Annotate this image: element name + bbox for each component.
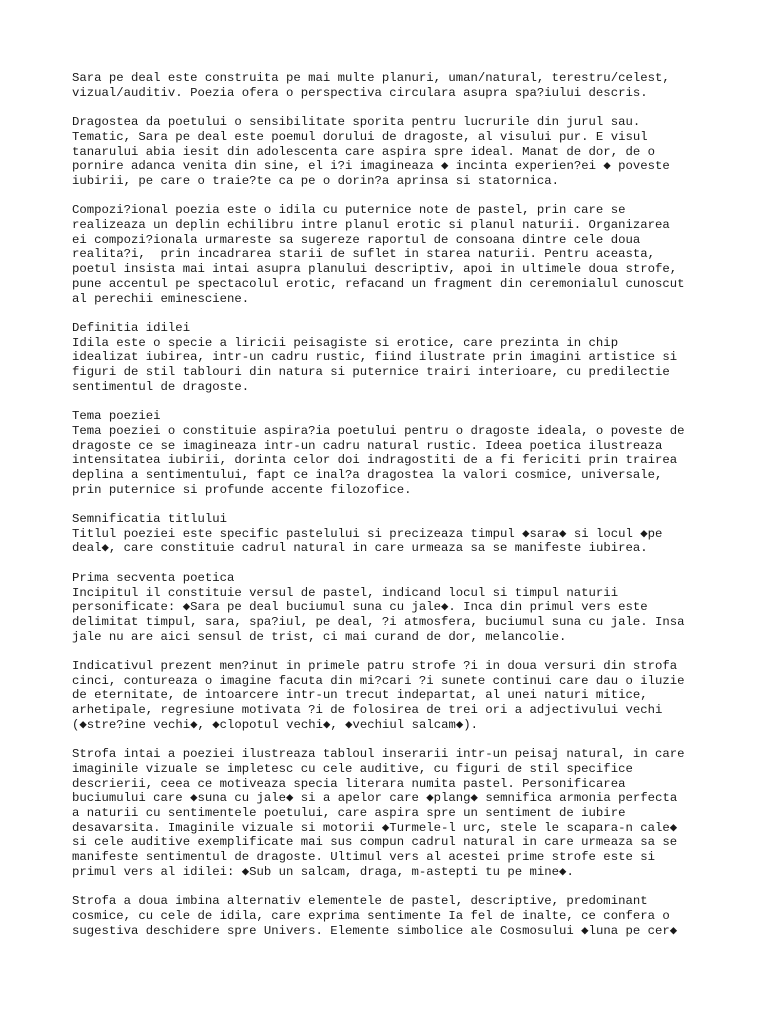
text-line: descrierii, ceea ce motiveaza specia literara numita pastel. Personificarea [72, 776, 626, 791]
text-line: si cele auditive exemplificate mai sus compun cadrul natural in care urmeaza sa se [72, 835, 678, 850]
text-line: manifeste sentimentul de dragoste. Ultimul vers al acestei prime strofe este si [72, 850, 655, 865]
text-line: de eternitate, de intoarcere intr-un trecut indepartat, al unei naturi mitice, [72, 688, 648, 703]
text-line: primul vers al idilei: ◆Sub un salcam, draga, m-astepti tu pe mine◆. [72, 864, 574, 879]
text-line: iubirii, pe care o traie?te ca pe o dorin?a aprinsa si statornica. [72, 173, 560, 188]
text-line: pune accentul pe spectacolul erotic, refacand un fragment din ceremonialul cunoscut [72, 276, 685, 291]
text-line: delimitat timpul, sara, spa?iul, pe deal, ?i atmosfera, buciumul suna cu jale. Insa [72, 614, 685, 629]
paragraph [72, 512, 712, 556]
text-line: ei compozi?ionala urmareste sa sugereze raportul de consoana dintre cele doua [72, 232, 641, 247]
text-line: Incipitul il constituie versul de pastel, indicand locul si timpul naturii [72, 585, 619, 600]
text-line: sugestiva deschidere spre Univers. Elemente simbolice ale Cosmosului ◆luna pe cer◆ [72, 923, 678, 938]
text-line: Dragostea da poetului o sensibilitate sporita pentru lucrurile din jurul sau. [72, 115, 641, 130]
text-line: deplina a sentimentului, fapt ce inal?a dragostea la valori cosmice, universale, [72, 467, 663, 482]
text-line: Titlul poeziei este specific pastelului si precizeaza timpul ◆sara◆ si locul ◆pe [72, 526, 663, 541]
text-line: Strofa intai a poeziei ilustreaza tabloul inserarii intr-un peisaj natural, in care [72, 747, 685, 762]
text-line: Strofa a doua imbina alternativ elementele de pastel, descriptive, predominant [72, 894, 648, 909]
paragraph [72, 71, 712, 100]
text-line: idealizat iubirea, intr-un cadru rustic, fiind ilustrate prin imagini artistice si [72, 350, 678, 365]
paragraph [72, 321, 712, 395]
text-line: Tema poeziei o constituie aspira?ia poetului pentru o dragoste ideala, o poveste de [72, 423, 685, 438]
text-line: desavarsita. Imaginile vizuale si motorii ◆Turmele-l urc, stele le scapara-n cale◆ [72, 820, 678, 835]
text-line: Compozi?ional poezia este o idila cu puternice note de pastel, prin care se [72, 203, 626, 218]
text-line: sentimentul de dragoste. [72, 379, 250, 394]
text-line: Prima secventa poetica [72, 570, 235, 585]
text-line: Tema poeziei [72, 409, 161, 424]
paragraph [72, 203, 712, 306]
text-line: pornire adanca venita din sine, el i?i imagineaza ◆ incinta experien?ei ◆ poveste [72, 159, 670, 174]
text-line: personificate: ◆Sara pe deal buciumul suna cu jale◆. Inca din primul vers este [72, 600, 648, 615]
text-line: buciumului care ◆suna cu jale◆ si a apelor care ◆plang◆ semnifica armonia perfecta [72, 791, 678, 806]
text-line: poetul insista mai intai asupra planului descriptiv, apoi in ultimele doua strofe, [72, 262, 678, 277]
paragraph [72, 659, 712, 733]
paragraph [72, 894, 712, 938]
text-line: realita?i, prin incadrarea starii de suflet in starea naturii. Pentru aceasta, [72, 247, 655, 262]
text-line: cinci, contureaza o imagine facuta din mi?cari ?i sunete continui care dau o iluzie [72, 673, 685, 688]
text-line: Tematic, Sara pe deal este poemul dorului de dragoste, al visului pur. E visul [72, 129, 648, 144]
paragraph [72, 747, 712, 879]
text-line: (◆stre?ine vechi◆, ◆clopotul vechi◆, ◆vechiul salcam◆). [72, 717, 479, 732]
text-line: tanarului abia iesit din adolescenta care aspira spre ideal. Manat de dor, de o [72, 144, 655, 159]
text-line: Definitia idilei [72, 320, 191, 335]
text-line: Idila este o specie a liricii peisagiste si erotice, care prezinta in chip [72, 335, 619, 350]
text-line: jale nu are aici sensul de trist, ci mai curand de dor, melancolie. [72, 629, 567, 644]
text-line: intensitatea iubirii, dorinta celor doi indragostiti de a fi fericiti prin trairea [72, 453, 678, 468]
text-line: Semnificatia titlului [72, 512, 227, 527]
paragraph [72, 115, 712, 189]
text-line: dragoste ce se imagineaza intr-un cadru natural rustic. Ideea poetica ilustreaza [72, 438, 663, 453]
text-line: vizual/auditiv. Poezia ofera o perspectiva circulara asupra spa?iului descris. [72, 85, 648, 100]
text-line: prin puternice si profunde accente filozofice. [72, 482, 412, 497]
text-line: Sara pe deal este construita pe mai multe planuri, uman/natural, terestru/celest, [72, 71, 670, 85]
paragraph [72, 571, 712, 645]
document-page [72, 71, 712, 953]
text-line: a naturii cu sentimentele poetului, care aspira spre un sentiment de iubire [72, 806, 626, 821]
text-line: al perechii eminesciene. [72, 291, 250, 306]
text-line: deal◆, care constituie cadrul natural in care urmeaza sa se manifeste iubirea. [72, 541, 648, 556]
paragraph [72, 409, 712, 497]
text-line: arhetipale, regresiune motivata ?i de folosirea de trei ori a adjectivului vechi [72, 703, 663, 718]
text-line: Indicativul prezent men?inut in primele patru strofe ?i in doua versuri din strofa [72, 659, 678, 674]
text-line: imaginile vizuale se impletesc cu cele auditive, cu figuri de stil specifice [72, 761, 633, 776]
text-line: realizeaza un deplin echilibru intre planul erotic si planul naturii. Organizarea [72, 218, 670, 232]
text-line: cosmice, cu cele de idila, care exprima sentimente Ia fel de inalte, ce confera o [72, 908, 670, 923]
text-line: figuri de stil tablouri din natura si puternice trairi interioare, cu predilectie [72, 365, 670, 380]
